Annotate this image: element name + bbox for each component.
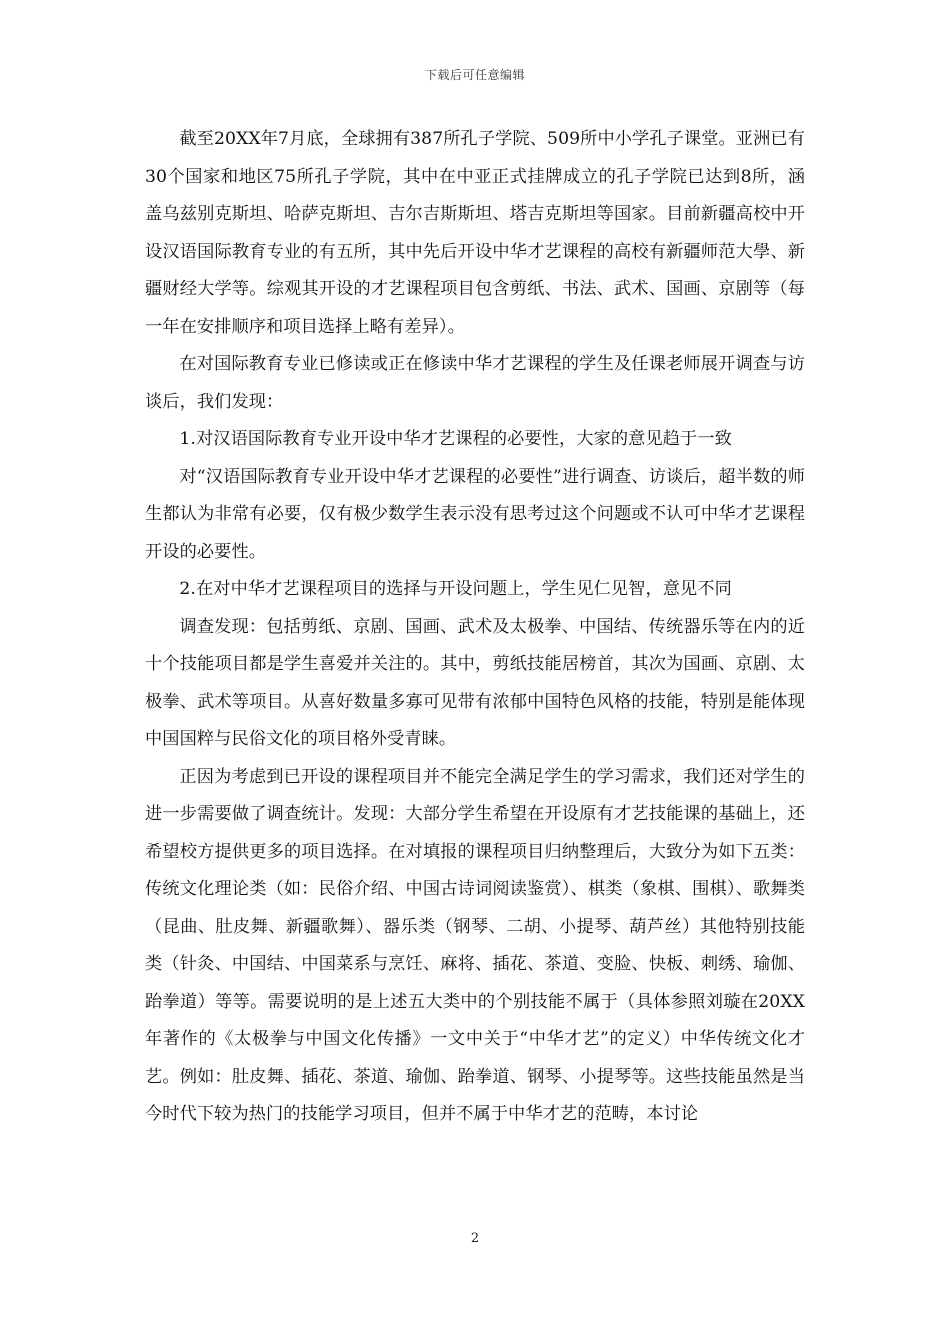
paragraph-necessity: 对“汉语国际教育专业开设中华才艺课程的必要性”进行调查、访谈后，超半数的师生都认为非常有必要，仅有极少数学生表示没有思考过这个问题或不认可中华才艺课程开设的必要性。: [145, 466, 805, 562]
paragraph-survey-findings: 调查发现：包括剪纸、京剧、国画、武术及太极拳、中国结、传统器乐等在内的近十个技能项目都是学生喜爱并关注的。其中，剪纸技能居榜首，其次为国画、京剧、太极拳、武术等项目。从喜好数量多寡可见带有浓郁中国特色风格的技能，特别是能体现中国国粹与民俗文化的项目格外受青睐。: [145, 616, 805, 749]
finding-heading-1: 1.对汉语国际教育专业开设中华才艺课程的必要性，大家的意见趋于一致: [179, 429, 732, 449]
finding-heading-2: 2.在对中华才艺课程项目的选择与开设问题上，学生见仁见智，意见不同: [179, 579, 732, 599]
paragraph-survey-intro: 在对国际教育专业已修读或正在修读中华才艺课程的学生及任课老师展开调查与访谈后，我们发现：: [145, 354, 805, 412]
page-header: 下载后可任意编辑: [424, 68, 525, 82]
paragraph-student-needs: 正因为考虑到已开设的课程项目并不能完全满足学生的学习需求，我们还对学生的进一步需要做了调查统计。发现：大部分学生希望在开设原有才艺技能课的基础上，还希望校方提供更多的项目选择。在对填报的课程项目归纳整理后，大致分为如下五类：传统文化理论类（如：民俗介绍、中国古诗词阅读鉴赏）、棋类（象棋、围棋）、歌舞类（昆曲、肚皮舞、新疆歌舞）、器乐类（钢琴、二胡、小提琴、葫芦丝）其他特别技能类（针灸、中国结、中国菜系与烹饪、麻将、插花、茶道、变脸、快板、刺绣、瑜伽、跆拳道）等等。需要说明的是上述五大类中的个别技能不属于（具体参照刘璇在20XX年著作的《太极拳与中国文化传播》一文中关于“中华才艺”的定义）中华传统文化才艺。例如：肚皮舞、插花、茶道、瑜伽、跆拳道、钢琴、小提琴等。这些技能虽然是当今时代下较为热门的技能学习项目，但并不属于中华才艺的范畴，本讨论: [145, 766, 805, 1124]
document-body: [145, 121, 805, 1134]
page-number: 2: [470, 1231, 480, 1246]
paragraph-intro-statistics: 截至20XX年7月底，全球拥有387所孔子学院、509所中小学孔子课堂。亚洲已有30个国家和地区75所孔子学院，其中在中亚正式挂牌成立的孔子学院已达到8所，涵盖乌兹别克斯坦、哈萨克斯坦、吉尔吉斯斯坦、塔吉克斯坦等国家。目前新疆高校中开设汉语国际教育专业的有五所，其中先后开设中华才艺课程的高校有新疆师范大學、新疆财经大学等。综观其开设的才艺课程项目包含剪纸、书法、武术、国画、京剧等（每一年在安排顺序和项目选择上略有差异）。: [145, 129, 805, 337]
